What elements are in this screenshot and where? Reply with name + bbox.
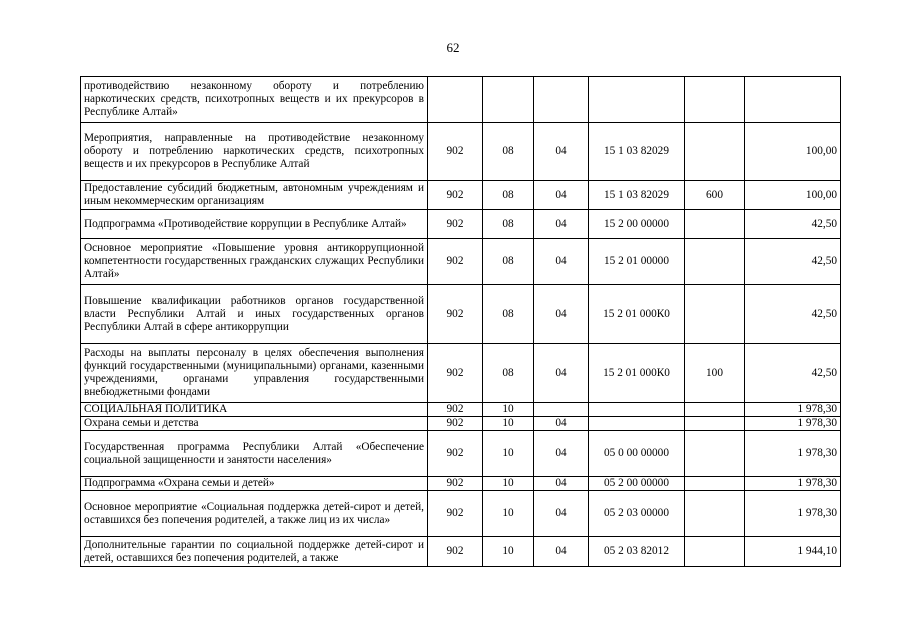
row-sum: 42,50 xyxy=(745,344,841,403)
row-csr: 15 1 03 82029 xyxy=(589,181,685,210)
row-vr xyxy=(685,239,745,285)
row-name: Государственная программа Республики Алтай «Обеспечение социальной защищенности и занятости населения» xyxy=(81,431,428,477)
row-gr: 902 xyxy=(428,181,483,210)
row-vr: 600 xyxy=(685,181,745,210)
row-pr: 04 xyxy=(534,239,589,285)
row-sum: 100,00 xyxy=(745,181,841,210)
row-sum: 100,00 xyxy=(745,123,841,181)
row-csr: 15 2 01 000К0 xyxy=(589,285,685,344)
row-vr xyxy=(685,77,745,123)
row-name: Предоставление субсидий бюджетным, автономным учреждениям и иным некоммерческим организациям xyxy=(81,181,428,210)
row-vr: 100 xyxy=(685,344,745,403)
row-rz: 10 xyxy=(483,417,534,431)
row-pr xyxy=(534,403,589,417)
row-csr xyxy=(589,403,685,417)
row-rz: 10 xyxy=(483,491,534,537)
row-pr: 04 xyxy=(534,491,589,537)
row-rz: 10 xyxy=(483,537,534,567)
row-csr: 15 2 00 00000 xyxy=(589,210,685,239)
row-vr xyxy=(685,491,745,537)
table-row xyxy=(81,239,841,285)
row-pr: 04 xyxy=(534,344,589,403)
row-sum xyxy=(745,77,841,123)
row-vr xyxy=(685,285,745,344)
row-name: Дополнительные гарантии по социальной поддержке детей-сирот и детей, оставшихся без попечения родителей, а также xyxy=(81,537,428,567)
row-sum: 42,50 xyxy=(745,239,841,285)
row-sum: 1 978,30 xyxy=(745,431,841,477)
row-rz xyxy=(483,77,534,123)
row-vr xyxy=(685,123,745,181)
row-vr xyxy=(685,210,745,239)
row-gr: 902 xyxy=(428,123,483,181)
row-gr: 902 xyxy=(428,403,483,417)
row-csr: 15 1 03 82029 xyxy=(589,123,685,181)
row-csr xyxy=(589,417,685,431)
page-number: 62 xyxy=(446,40,460,55)
row-rz: 10 xyxy=(483,431,534,477)
row-gr: 902 xyxy=(428,285,483,344)
row-vr xyxy=(685,417,745,431)
row-gr: 902 xyxy=(428,431,483,477)
row-sum: 42,50 xyxy=(745,210,841,239)
row-csr: 05 2 00 00000 xyxy=(589,477,685,491)
row-name: Расходы на выплаты персоналу в целях обеспечения выполнения функций государственными (муниципальными) органами, казенными учреждениями, органами управления государственными внебюджетными фондами xyxy=(81,344,428,403)
row-rz: 08 xyxy=(483,181,534,210)
row-pr: 04 xyxy=(534,210,589,239)
row-rz: 08 xyxy=(483,210,534,239)
row-name: Подпрограмма «Противодействие коррупции в Республике Алтай» xyxy=(81,210,428,239)
row-gr: 902 xyxy=(428,210,483,239)
row-pr xyxy=(534,77,589,123)
row-name: противодействию незаконному обороту и потреблению наркотических средств, психотропных веществ и их прекурсоров в Республике Алтай» xyxy=(81,77,428,123)
row-name: Мероприятия, направленные на противодействие незаконному обороту и потреблению наркотических средств, психотропных веществ и их прекурсоров в Республике Алтай xyxy=(81,123,428,181)
row-gr: 902 xyxy=(428,417,483,431)
row-gr: 902 xyxy=(428,239,483,285)
row-rz: 08 xyxy=(483,344,534,403)
row-vr xyxy=(685,403,745,417)
table-row xyxy=(81,491,841,537)
row-pr: 04 xyxy=(534,477,589,491)
row-sum: 1 978,30 xyxy=(745,403,841,417)
row-csr xyxy=(589,77,685,123)
row-pr: 04 xyxy=(534,537,589,567)
row-csr: 05 0 00 00000 xyxy=(589,431,685,477)
row-pr: 04 xyxy=(534,417,589,431)
row-name: Повышение квалификации работников органов государственной власти Республики Алтай и иных государственных органов Республики Алтай в сфере антикоррупции xyxy=(81,285,428,344)
table-row xyxy=(81,123,841,181)
row-gr: 902 xyxy=(428,491,483,537)
row-rz: 08 xyxy=(483,123,534,181)
row-sum: 1 978,30 xyxy=(745,491,841,537)
row-rz: 10 xyxy=(483,477,534,491)
row-gr: 902 xyxy=(428,344,483,403)
table-row xyxy=(81,431,841,477)
row-pr: 04 xyxy=(534,285,589,344)
row-vr xyxy=(685,477,745,491)
table-row xyxy=(81,210,841,239)
row-rz: 10 xyxy=(483,403,534,417)
row-csr: 05 2 03 82012 xyxy=(589,537,685,567)
budget-table xyxy=(80,76,841,567)
row-name: Охрана семьи и детства xyxy=(81,417,428,431)
row-sum: 1 978,30 xyxy=(745,477,841,491)
row-gr xyxy=(428,77,483,123)
table-row xyxy=(81,537,841,567)
row-name: Основное мероприятие «Повышение уровня антикоррупционной компетентности государственных гражданских служащих Республики Алтай» xyxy=(81,239,428,285)
row-gr: 902 xyxy=(428,477,483,491)
row-rz: 08 xyxy=(483,285,534,344)
table-row xyxy=(81,403,841,417)
row-pr: 04 xyxy=(534,123,589,181)
table-row xyxy=(81,344,841,403)
row-gr: 902 xyxy=(428,537,483,567)
row-sum: 1 944,10 xyxy=(745,537,841,567)
table-row xyxy=(81,417,841,431)
table-row xyxy=(81,77,841,123)
table-row xyxy=(81,181,841,210)
row-sum: 42,50 xyxy=(745,285,841,344)
row-name: Подпрограмма «Охрана семьи и детей» xyxy=(81,477,428,491)
table-row xyxy=(81,285,841,344)
row-sum: 1 978,30 xyxy=(745,417,841,431)
row-csr: 05 2 03 00000 xyxy=(589,491,685,537)
table-row xyxy=(81,477,841,491)
row-csr: 15 2 01 00000 xyxy=(589,239,685,285)
row-rz: 08 xyxy=(483,239,534,285)
row-pr: 04 xyxy=(534,431,589,477)
row-vr xyxy=(685,431,745,477)
row-vr xyxy=(685,537,745,567)
row-name: Основное мероприятие «Социальная поддержка детей-сирот и детей, оставшихся без попечения родителей, а также лиц из их числа» xyxy=(81,491,428,537)
row-csr: 15 2 01 000К0 xyxy=(589,344,685,403)
row-pr: 04 xyxy=(534,181,589,210)
row-name: СОЦИАЛЬНАЯ ПОЛИТИКА xyxy=(81,403,428,417)
